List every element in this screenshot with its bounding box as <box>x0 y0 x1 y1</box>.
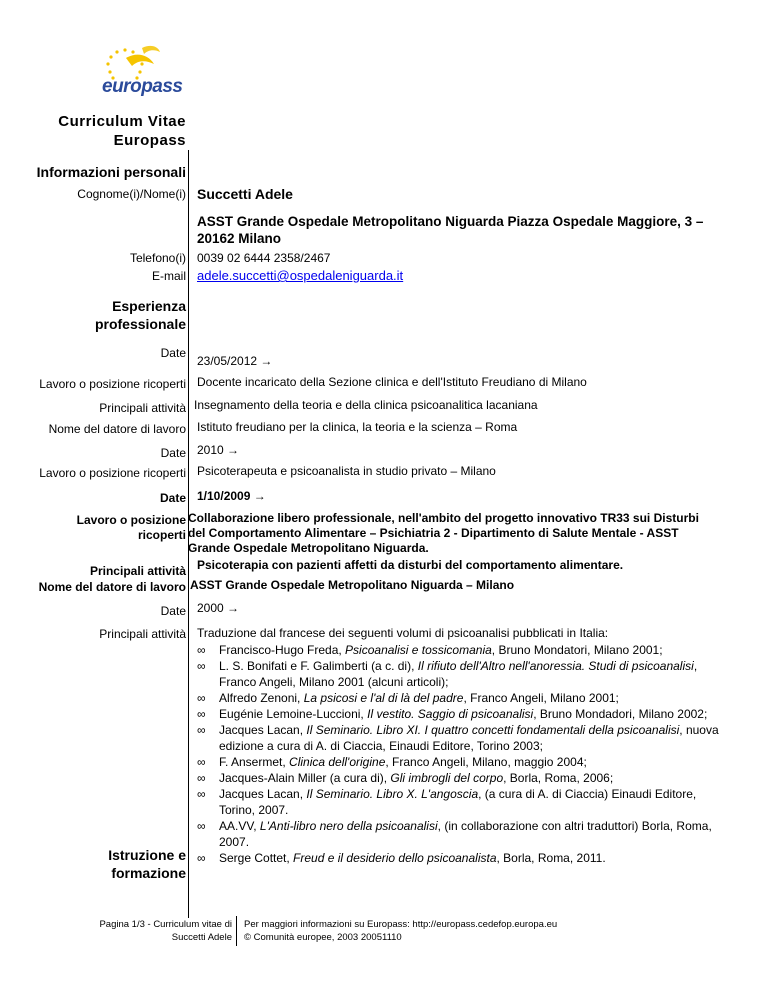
translation-publisher: , Bruno Mondadori, Milano 2002; <box>533 707 708 721</box>
cv-title-line2: Europass <box>113 132 186 149</box>
translation-publisher: , Borla, Roma, 2006; <box>503 771 614 785</box>
translation-author: F. Ansermet, <box>219 755 290 769</box>
e4-activities-label: Principali attività <box>99 627 186 641</box>
translation-author: Eugénie Lemoine-Luccioni, <box>219 707 368 721</box>
e3-employer-label: Nome del datore di lavoro <box>38 580 186 594</box>
e4-date-label: Date <box>160 604 186 618</box>
translation-author: Jacques Lacan, <box>219 787 307 801</box>
e4-date-value: 2000 → <box>197 601 240 615</box>
translation-title: Il rifiuto dell'Altro nell'anoressia. Studi di psicoanalisi <box>417 659 694 673</box>
phone-label: Telefono(i) <box>129 251 186 265</box>
e3-position-value: Collaborazione libero professionale, nell'ambito del progetto innovativo TR33 sui Disturbi del Comportamento Alimentare – Psichiatria 2 - Dipartimento di Salute Mentale - ASST Grande Ospedale Metropolitano Niguarda. <box>188 511 699 555</box>
translation-author: Francisco-Hugo Freda, <box>219 643 346 657</box>
e1-position-label: Lavoro o posizione ricoperti <box>39 377 186 391</box>
e1-activities-value: Insegnamento della teoria e della clinica psicoanalitica lacaniana <box>194 398 538 412</box>
e2-position-value: Psicoterapeuta e psicoanalista in studio privato – Milano <box>197 464 496 478</box>
footer-left-line2: Succetti Adele <box>171 932 232 943</box>
name-value: Succetti Adele <box>197 186 293 202</box>
translation-item <box>197 642 727 658</box>
translation-publisher: , Bruno Mondatori, Milano 2001; <box>491 643 663 657</box>
name-label: Cognome(i)/Nome(i) <box>77 187 186 201</box>
email-link[interactable]: adele.succetti@ospedaleniguarda.it <box>197 268 404 283</box>
e2-date-label: Date <box>160 446 186 460</box>
translation-title: Freud e il desiderio dello psicoanalista <box>293 851 497 865</box>
section-heading-experience <box>95 297 186 333</box>
footer-right-line2: © Comunità europee, 2003 20051110 <box>244 932 402 943</box>
translation-publisher: , Franco Angeli, Milano, maggio 2004; <box>385 755 587 769</box>
translation-author: L. S. Bonifati e F. Galimberti (a c. di), <box>219 659 418 673</box>
education-heading-line1: Istruzione e <box>108 847 186 863</box>
e3-position-label-line2: ricoperti <box>137 528 186 542</box>
translation-title: La psicosi e l'al di là del padre <box>303 691 464 705</box>
translation-title: Il Seminario. Libro XI. I quattro concetti fondamentali della psicoanalisi <box>306 723 680 737</box>
footer-left-line1: Pagina 1/3 - Curriculum vitae di <box>99 919 232 930</box>
translation-item <box>197 770 727 786</box>
translation-publisher: , nuova edizione a cura di A. di Ciaccia, Einaudi Editore, Torino 2003; <box>219 723 719 753</box>
translation-publisher: , Franco Angeli, Milano 2001; <box>463 691 619 705</box>
europass-logo <box>96 44 186 102</box>
bullet-icon: ∞ <box>197 691 206 705</box>
translation-title: Il vestito. Saggio di psicoanalisi <box>367 707 534 721</box>
e3-activities-value: Psicoterapia con pazienti affetti da disturbi del comportamento alimentare. <box>197 558 624 572</box>
footer-right-line1: Per maggiori informazioni su Europass: http://europass.cedefop.europa.eu <box>244 919 558 930</box>
translation-publisher: , (a cura di A. di Ciaccia) Einaudi Editore, Torino, 2007. <box>219 787 697 817</box>
experience-heading-line2: professionale <box>94 316 186 332</box>
bullet-icon: ∞ <box>197 707 206 721</box>
e1-position-value: Docente incaricato della Sezione clinica e dell'Istituto Freudiano di Milano <box>197 375 587 389</box>
logo-text-pass: pass <box>141 76 183 97</box>
e4-intro: Traduzione dal francese dei seguenti volumi di psicoanalisi pubblicati in Italia: <box>197 626 609 640</box>
e1-date-label: Date <box>160 346 186 360</box>
e2-date-value: 2010 → <box>197 443 240 457</box>
e3-position-label <box>77 513 186 543</box>
translation-title: Psicoanalisi e tossicomania <box>345 643 492 657</box>
e1-activities-label: Principali attività <box>99 401 186 415</box>
education-heading-line2: formazione <box>111 865 186 881</box>
footer-right <box>244 918 557 944</box>
translation-title: Gli imbrogli del corpo <box>390 771 504 785</box>
bullet-icon: ∞ <box>197 819 206 833</box>
translations-list <box>197 642 727 866</box>
address-value: ASST Grande Ospedale Metropolitano Niguarda Piazza Ospedale Maggiore, 3 – 20162 Milano <box>197 214 704 246</box>
translation-title: Il Seminario. Libro X. L'angoscia <box>306 787 479 801</box>
email-label: E-mail <box>151 269 186 283</box>
e3-date-label: Date <box>159 491 186 505</box>
translation-item <box>197 706 727 722</box>
translation-item <box>197 818 727 850</box>
footer-left <box>99 918 232 944</box>
bullet-icon: ∞ <box>197 659 206 673</box>
translation-author: Jacques-Alain Miller (a cura di), <box>219 771 391 785</box>
cv-title <box>58 112 186 150</box>
translation-title: L'Anti-libro nero della psicoanalisi <box>259 819 438 833</box>
e3-employer-value: ASST Grande Ospedale Metropolitano Niguarda – Milano <box>190 578 515 592</box>
e3-date-value: 1/10/2009 → <box>197 489 266 503</box>
translation-item <box>197 786 727 818</box>
bullet-icon: ∞ <box>197 851 206 865</box>
translation-title: Clinica dell'origine <box>289 755 386 769</box>
e3-position-label-line1: Lavoro o posizione <box>76 513 186 527</box>
cv-title-line1: Curriculum Vitae <box>58 113 186 130</box>
footer-divider <box>236 916 237 946</box>
e1-employer-label: Nome del datore di lavoro <box>48 422 186 436</box>
phone-value: 0039 02 6444 2358/2467 <box>197 251 331 265</box>
translation-author: Jacques Lacan, <box>219 723 307 737</box>
translation-item <box>197 754 727 770</box>
section-heading-education <box>108 846 186 882</box>
bullet-icon: ∞ <box>197 723 206 737</box>
translation-publisher: , (in collaborazione con altri traduttori) Borla, Roma, 2007. <box>219 819 712 849</box>
translation-publisher: , Borla, Roma, 2011. <box>496 851 606 865</box>
bullet-icon: ∞ <box>197 787 206 801</box>
e2-position-label: Lavoro o posizione ricoperti <box>39 466 186 480</box>
translation-author: Alfredo Zenoni, <box>219 691 304 705</box>
translation-author: Serge Cottet, <box>219 851 294 865</box>
bullet-icon: ∞ <box>197 755 206 769</box>
logo-text-euro: euro <box>102 76 142 97</box>
section-heading-personal: Informazioni personali <box>36 164 186 180</box>
translation-author: AA.VV, <box>219 819 260 833</box>
translation-item <box>197 722 727 754</box>
e3-activities-label: Principali attività <box>89 564 186 578</box>
bullet-icon: ∞ <box>197 771 206 785</box>
e1-date-value: 23/05/2012 → <box>197 354 273 368</box>
translation-publisher: , Franco Angeli, Milano 2001 (alcuni articoli); <box>219 659 698 689</box>
bullet-icon: ∞ <box>197 643 206 657</box>
translation-item <box>197 690 727 706</box>
experience-heading-line1: Esperienza <box>112 298 186 314</box>
e1-employer-value: Istituto freudiano per la clinica, la teoria e la scienza – Roma <box>197 420 518 434</box>
translation-item <box>197 850 727 866</box>
translation-item <box>197 658 727 690</box>
